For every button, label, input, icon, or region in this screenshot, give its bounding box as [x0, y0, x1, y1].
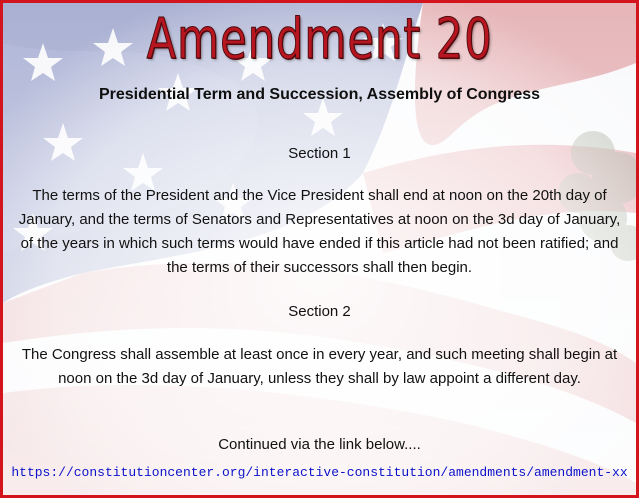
section-2-text: The Congress shall assemble at least once in every year, and such meeting shall begin at noon on the 3d day of January, unless they shall by law appoint a different day.	[21, 346, 618, 387]
continued-note: Continued via the link below....	[218, 436, 421, 453]
poster-content	[3, 3, 636, 495]
section-2-heading: Section 2	[288, 303, 351, 320]
page-subtitle: Presidential Term and Succession, Assembly of Congress	[98, 86, 541, 103]
constitution-link[interactable]: https://constitutioncenter.org/interactive-constitution/amendments/amendment-xx	[11, 465, 628, 480]
page-title: Amendment 20	[146, 7, 493, 72]
section-1-heading: Section 1	[288, 145, 351, 162]
section-1-text: The terms of the President and the Vice President shall end at noon on the 20th day of January, and the terms of Senators and Representatives at noon on the 3d day of January, of the years in which such terms would have ended if this article had not been ratified; and the terms of their successors shall then begin.	[18, 187, 621, 276]
